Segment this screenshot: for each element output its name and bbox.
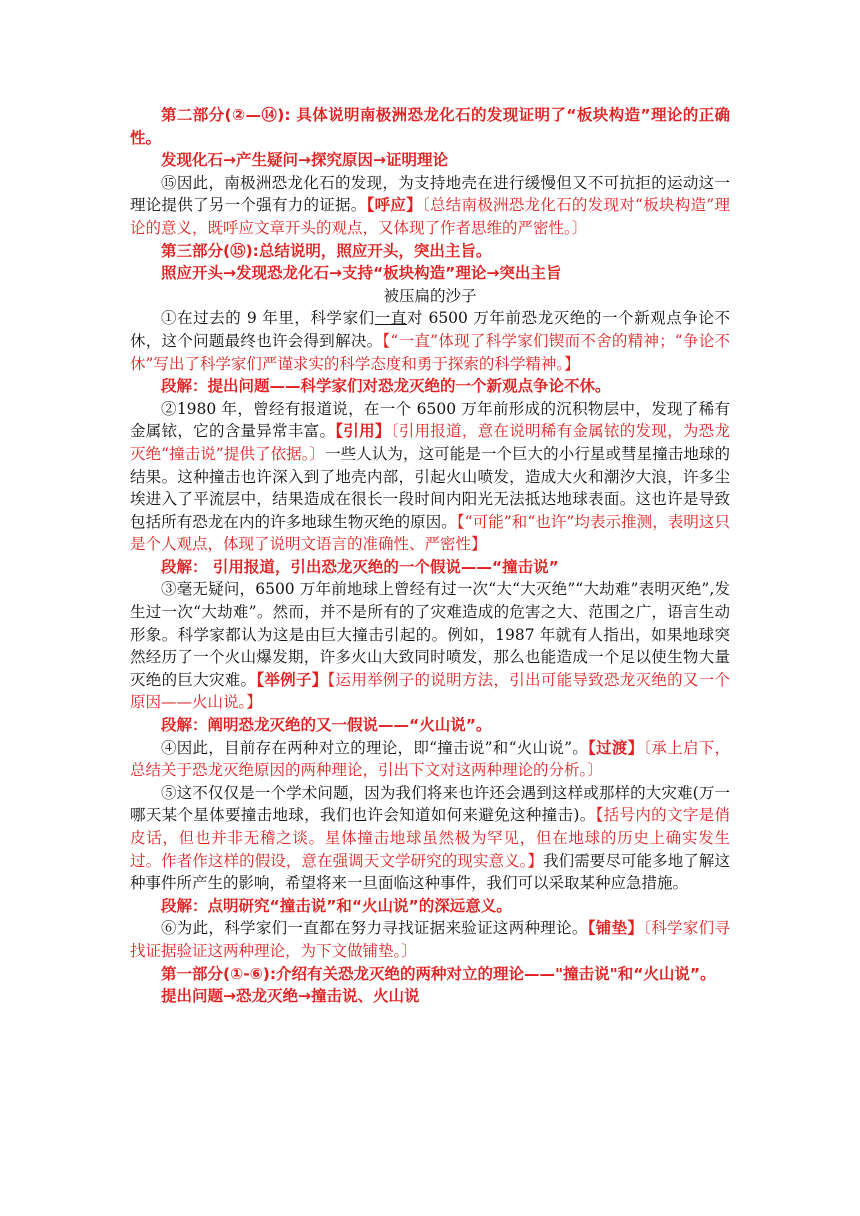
para3-note1: 【举例子】 — [256, 670, 328, 689]
para15-note-tag: 【呼应】 — [366, 196, 422, 215]
para3-note2: 【运用举例子的说明方法，引出可能导致恐龙灭绝的又一个原因——火山说。】 — [130, 670, 730, 712]
part1-flow: 提出问题→恐龙灭绝→撞击说、火山说 — [161, 987, 420, 1006]
para1-underlined: 一直 — [374, 309, 407, 328]
part2-heading: 第二部分(②—⑭): 具体说明南极洲恐龙化石的发现证明了“板块构造”理论的正确性。 — [130, 106, 730, 147]
summary-1: 段解：提出问题——科学家们对恐龙灭绝的一个新观点争论不休。 — [161, 377, 611, 396]
para4-note: 〔承上启下，总结关于恐龙灭绝原因的两种理论，引出下文对这两种理论的分析。〕 — [130, 738, 730, 780]
para1-note: 【“一直”体现了科学家们锲而不舍的精神；“争论不休”写出了科学家们严谨求实的科学态度和勇于探索的科学精神。】 — [130, 331, 730, 373]
paragraph-5 — [130, 782, 730, 895]
para1-text-b: 对 6500 万年前恐龙灭绝的一个新观点争论不休，这个问题最终也许会得到解决。 — [130, 309, 730, 350]
para2-text-b: 一些人认为，这可能是一个巨大的小行星或彗星撞击地球的结果。这种撞击也许深入到了地壳内部，引起火山喷发，造成大火和潮汐大浪，许多尘埃进入了平流层中，结果造成在很长一段时间内阳光无法抵达地球表面。这也许是导致包括所有恐龙在内的许多地球生物灭绝的原因。 — [130, 444, 730, 531]
article-title: 被压扁的沙子 — [383, 286, 477, 305]
summary-3: 段解：阐明恐龙灭绝的又一假说——“火山说”。 — [161, 716, 492, 735]
para5-text-a: ⑤这不仅仅是一个学术问题，因为我们将来也许还会遇到这样或那样的大灾难(万一哪天某个星体要撞击地球，我们也许会知道如何来避免这种撞击)。 — [130, 783, 730, 825]
para2-text-a: ②1980 年，曾经有报道说，在一个 6500 万年前形成的沉积物层中，发现了稀有金属铱，它的含量异常丰富。 — [130, 399, 730, 441]
paragraph-15 — [130, 172, 730, 240]
para2-note1-tag: 【引用】 — [335, 422, 391, 441]
para3-text: ③毫无疑问，6500 万年前地球上曾经有过一次“大“大灭绝”“大劫难”表明灭绝”,发生过一次“大劫难”。然而，并不是所有的了灾难造成的危害之大、范围之广，语言生动形象。科学家都认为这是由巨大撞击引起的。例如，1987 年就有人指出，如果地球突然经历了一个火山爆发期，许多火山大致同时喷发，那么也能造成一个足以使生物大量灭绝的巨大灾难。 — [130, 580, 730, 689]
summary-2: 段解： 引用报道，引出恐龙灭绝的一个假说——“撞击说” — [161, 557, 559, 576]
para4-text: ④因此，目前存在两种对立的理论，即“撞击说”和“火山说”。 — [161, 738, 589, 757]
para5-text-b: 我们需要尽可能多地了解这种事件所产生的影响，希望将来一旦面临这种事件，我们可以采取某种应急措施。 — [130, 851, 730, 893]
para5-note: 【括号内的文字是俏皮话，但也并非无稽之谈。星体撞击地球虽然极为罕见，但在地球的历史上确实发生过。作者作这样的假设，意在强调天文学研究的现实意义。】 — [130, 806, 730, 870]
para6-note: 〔科学家们寻找证据验证这两种理论，为下文做铺垫。〕 — [130, 919, 730, 960]
para6-text: ⑥为此，科学家们一直都在努力寻找证据来验证这两种理论。 — [161, 919, 588, 938]
para15-text: ⑮因此，南极洲恐龙化石的发现，为支持地壳在进行缓慢但又不可抗拒的运动这一理论提供了另一个强有力的证据。 — [130, 173, 730, 215]
para4-note-tag: 【过渡】 — [588, 738, 644, 757]
para2-note1: 〔引用报道，意在说明稀有金属铱的发现，为恐龙灭绝“撞击说”提供了依据。〕 — [130, 422, 730, 463]
para2-note2: 【“可能”和“也许”均表示推测，表明这只是个人观点，体现了说明文语言的准确性、严密性】 — [130, 512, 730, 554]
document-page — [130, 104, 730, 1008]
part1-heading: 第一部分(①-⑥):介绍有关恐龙灭绝的两种对立的理论——"撞击说"和“火山说”。 — [161, 964, 716, 983]
paragraph-6 — [130, 917, 730, 962]
part2-flow: 发现化石→产生疑问→探究原因→证明理论 — [161, 151, 448, 170]
summary-5: 段解：点明研究“撞击说”和“火山说”的深远意义。 — [161, 896, 512, 915]
para6-note-tag: 【铺垫】 — [587, 919, 644, 938]
paragraph-3 — [130, 578, 730, 714]
paragraph-4 — [130, 737, 730, 782]
para15-note: 〔总结南极洲恐龙化石的发现对“板块构造”理论的意义，既呼应文章开头的观点，又体现了作者思维的严密性。〕 — [130, 196, 730, 237]
part3-heading: 第三部分(⑮):总结说明，照应开头，突出主旨。 — [161, 241, 492, 260]
part3-flow: 照应开头→发现恐龙化石→支持“板块构造”理论→突出主旨 — [161, 264, 562, 283]
para1-text-a: ①在过去的 9 年里，科学家们 — [161, 309, 375, 328]
paragraph-1 — [130, 307, 730, 375]
paragraph-2 — [130, 398, 730, 556]
